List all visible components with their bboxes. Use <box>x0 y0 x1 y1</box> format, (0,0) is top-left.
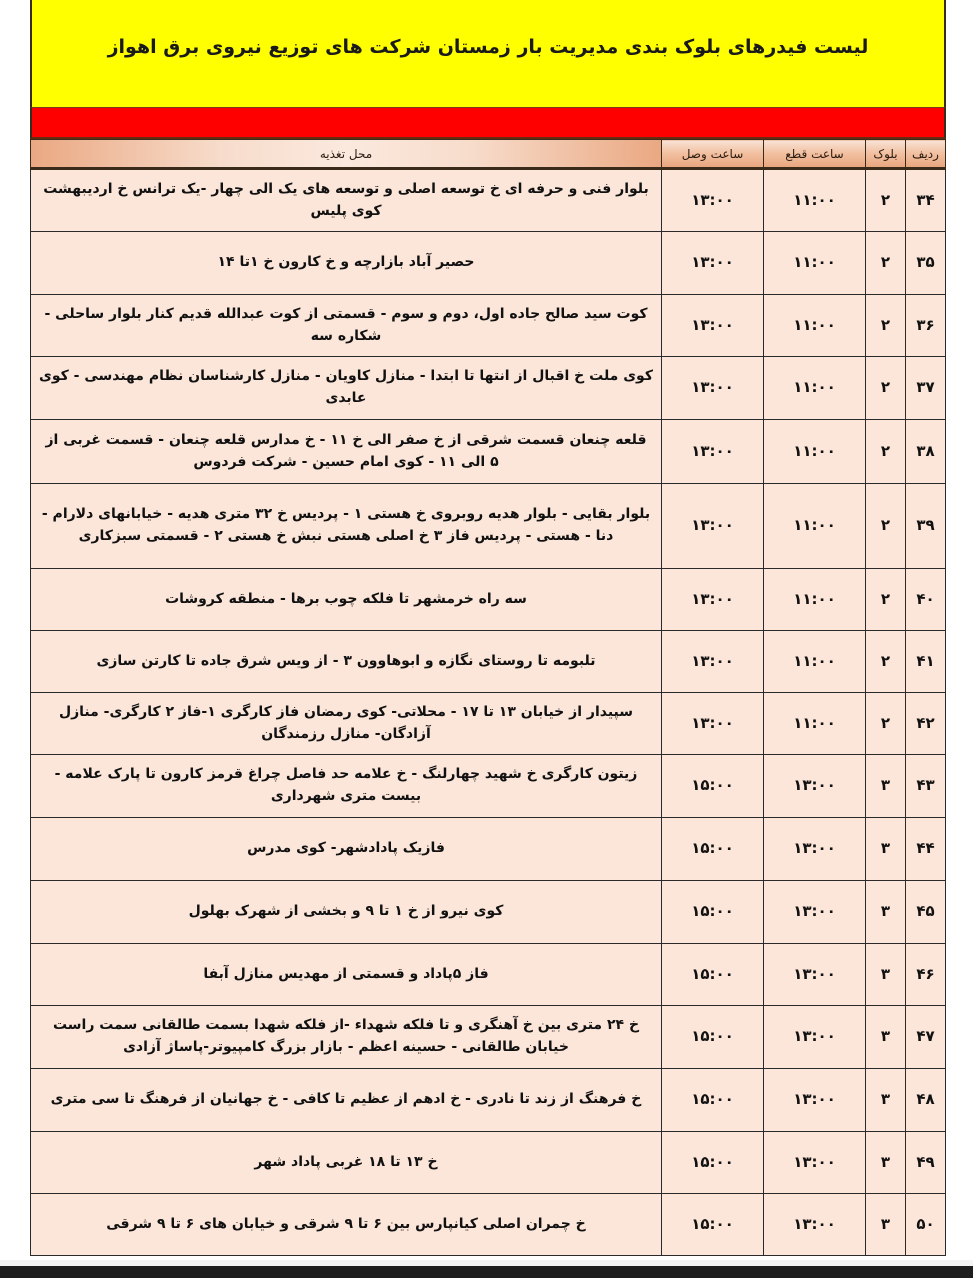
cell-block: ۲ <box>866 631 906 693</box>
title-banner <box>30 0 946 108</box>
cell-connect-time: ۱۳:۰۰ <box>662 357 764 420</box>
cell-cut-time: ۱۱:۰۰ <box>764 420 866 484</box>
cell-cut-time: ۱۳:۰۰ <box>764 818 866 881</box>
table-row <box>31 631 946 693</box>
cell-location: قلعه چنعان قسمت شرقی از خ صفر الی خ ۱۱ - خ مدارس قلعه چنعان - قسمت غربی از ۵ الی ۱۱ - کوی امام حسین - شرکت فردوس <box>31 420 662 484</box>
cell-block: ۳ <box>866 944 906 1006</box>
cell-cut-time: ۱۳:۰۰ <box>764 755 866 818</box>
cell-connect-time: ۱۵:۰۰ <box>662 944 764 1006</box>
table-row <box>31 1194 946 1256</box>
cell-location: بلوار فنی و حرفه ای خ توسعه اصلی و توسعه های یک الی چهار -یک ترانس خ اردیبهشت کوی پلیس <box>31 169 662 232</box>
cell-row-number: ۳۶ <box>906 295 946 357</box>
cell-cut-time: ۱۱:۰۰ <box>764 631 866 693</box>
bottom-dark-bar <box>0 1266 973 1278</box>
cell-connect-time: ۱۵:۰۰ <box>662 881 764 944</box>
cell-cut-time: ۱۳:۰۰ <box>764 1194 866 1256</box>
cell-row-number: ۴۴ <box>906 818 946 881</box>
cell-location: سه راه خرمشهر تا فلکه چوب برها - منطقه کروشات <box>31 569 662 631</box>
cell-row-number: ۴۳ <box>906 755 946 818</box>
header-location: محل تغذیه <box>31 140 662 169</box>
cell-location: بلوار بقایی - بلوار هدیه روبروی خ هستی ۱ - پردیس خ ۳۲ متری هدیه - خیابانهای دلارام - دنا - هستی - پردیس فاز ۳ خ اصلی هستی نبش خ هستی ۲ - قسمتی سبزکاری <box>31 484 662 569</box>
cell-connect-time: ۱۵:۰۰ <box>662 1069 764 1132</box>
cell-connect-time: ۱۳:۰۰ <box>662 693 764 755</box>
cell-row-number: ۴۶ <box>906 944 946 1006</box>
cell-block: ۳ <box>866 755 906 818</box>
table-row <box>31 755 946 818</box>
cell-connect-time: ۱۳:۰۰ <box>662 484 764 569</box>
cell-block: ۲ <box>866 693 906 755</box>
cell-cut-time: ۱۳:۰۰ <box>764 1006 866 1069</box>
cell-cut-time: ۱۱:۰۰ <box>764 693 866 755</box>
red-divider-bar <box>30 108 946 139</box>
cell-block: ۳ <box>866 1132 906 1194</box>
cell-row-number: ۴۸ <box>906 1069 946 1132</box>
table-row <box>31 169 946 232</box>
table-row <box>31 818 946 881</box>
cell-cut-time: ۱۳:۰۰ <box>764 1132 866 1194</box>
cell-location: زیتون کارگری خ شهید چهارلنگ - خ علامه حد فاصل چراغ قرمز کارون تا پارک علامه - بیست متری شهرداری <box>31 755 662 818</box>
cell-connect-time: ۱۳:۰۰ <box>662 420 764 484</box>
cell-row-number: ۴۲ <box>906 693 946 755</box>
document-title: لیست فیدرهای بلوک بندی مدیریت بار زمستان شرکت های توزیع نیروی برق اهواز <box>107 35 869 58</box>
cell-row-number: ۴۰ <box>906 569 946 631</box>
cell-block: ۲ <box>866 484 906 569</box>
cell-cut-time: ۱۳:۰۰ <box>764 944 866 1006</box>
table-row <box>31 1006 946 1069</box>
cell-row-number: ۳۹ <box>906 484 946 569</box>
header-block: بلوک <box>866 140 906 169</box>
cell-block: ۲ <box>866 169 906 232</box>
cell-row-number: ۵۰ <box>906 1194 946 1256</box>
cell-location: حصیر آباد بازارچه و خ کارون خ ۱تا ۱۴ <box>31 232 662 295</box>
cell-location: کوی نیرو از خ ۱ تا ۹ و بخشی از شهرک بهلول <box>31 881 662 944</box>
cell-row-number: ۴۹ <box>906 1132 946 1194</box>
cell-block: ۳ <box>866 1069 906 1132</box>
table-row <box>31 1132 946 1194</box>
cell-cut-time: ۱۱:۰۰ <box>764 484 866 569</box>
cell-location: سپیدار از خیابان ۱۳ تا ۱۷ - محلاتی- کوی رمضان فاز کارگری ۱-فاز ۲ کارگری- منازل آزادگان- منازل رزمندگان <box>31 693 662 755</box>
cell-connect-time: ۱۳:۰۰ <box>662 631 764 693</box>
cell-cut-time: ۱۱:۰۰ <box>764 569 866 631</box>
cell-location: فاز ۵پاداد و قسمتی از مهدیس منازل آبفا <box>31 944 662 1006</box>
table-row <box>31 881 946 944</box>
cell-connect-time: ۱۳:۰۰ <box>662 232 764 295</box>
table-row <box>31 295 946 357</box>
cell-cut-time: ۱۱:۰۰ <box>764 357 866 420</box>
cell-location: خ فرهنگ از زند تا نادری - خ ادهم از عظیم تا کافی - خ جهانیان از فرهنگ تا سی متری <box>31 1069 662 1132</box>
cell-block: ۲ <box>866 420 906 484</box>
cell-block: ۳ <box>866 881 906 944</box>
feeder-table <box>30 139 946 1256</box>
cell-row-number: ۴۵ <box>906 881 946 944</box>
cell-connect-time: ۱۵:۰۰ <box>662 1194 764 1256</box>
cell-block: ۲ <box>866 569 906 631</box>
cell-block: ۲ <box>866 295 906 357</box>
table-row <box>31 944 946 1006</box>
cell-connect-time: ۱۵:۰۰ <box>662 755 764 818</box>
header-row-number: ردیف <box>906 140 946 169</box>
cell-cut-time: ۱۱:۰۰ <box>764 169 866 232</box>
cell-cut-time: ۱۳:۰۰ <box>764 881 866 944</box>
cell-block: ۳ <box>866 1194 906 1256</box>
cell-cut-time: ۱۱:۰۰ <box>764 232 866 295</box>
cell-connect-time: ۱۵:۰۰ <box>662 818 764 881</box>
cell-location: خ ۱۳ تا ۱۸ غربی پاداد شهر <box>31 1132 662 1194</box>
cell-connect-time: ۱۳:۰۰ <box>662 569 764 631</box>
cell-row-number: ۳۷ <box>906 357 946 420</box>
table-row <box>31 420 946 484</box>
cell-cut-time: ۱۱:۰۰ <box>764 295 866 357</box>
cell-row-number: ۴۱ <box>906 631 946 693</box>
table-row <box>31 693 946 755</box>
cell-location: کوت سید صالح جاده اول، دوم و سوم - قسمتی از کوت عبدالله قدیم کنار بلوار ساحلی - شکاره سه <box>31 295 662 357</box>
table-body <box>31 169 946 1256</box>
cell-connect-time: ۱۳:۰۰ <box>662 295 764 357</box>
table-row <box>31 484 946 569</box>
cell-row-number: ۳۸ <box>906 420 946 484</box>
table-header-row <box>31 140 946 169</box>
header-cut-time: ساعت قطع <box>764 140 866 169</box>
cell-location: کوی ملت خ اقبال از انتها تا ابتدا - منازل کاویان - منازل کارشناسان نظام مهندسی - کوی عابدی <box>31 357 662 420</box>
cell-block: ۳ <box>866 818 906 881</box>
cell-row-number: ۳۴ <box>906 169 946 232</box>
cell-connect-time: ۱۵:۰۰ <box>662 1132 764 1194</box>
cell-row-number: ۴۷ <box>906 1006 946 1069</box>
cell-location: تلبومه تا روستای نگازه و ابوهاوون ۳ - از ویس شرق جاده تا کارتن سازی <box>31 631 662 693</box>
header-connect-time: ساعت وصل <box>662 140 764 169</box>
table-row <box>31 357 946 420</box>
cell-location: خ ۲۴ متری بین خ آهنگری و تا فلکه شهداء -از فلکه شهدا بسمت طالقانی سمت راست خیابان طالقانی - حسینه اعظم - بازار بزرگ کامپیوتر-پاساژ آزادی <box>31 1006 662 1069</box>
cell-location: خ چمران اصلی کیانپارس بین ۶ تا ۹ شرقی و خیابان های ۶ تا ۹ شرقی <box>31 1194 662 1256</box>
cell-cut-time: ۱۳:۰۰ <box>764 1069 866 1132</box>
table-row <box>31 569 946 631</box>
cell-row-number: ۳۵ <box>906 232 946 295</box>
cell-connect-time: ۱۵:۰۰ <box>662 1006 764 1069</box>
document-sheet <box>30 0 946 1256</box>
cell-block: ۲ <box>866 232 906 295</box>
table-row <box>31 232 946 295</box>
cell-block: ۳ <box>866 1006 906 1069</box>
cell-location: فازیک پادادشهر- کوی مدرس <box>31 818 662 881</box>
cell-connect-time: ۱۳:۰۰ <box>662 169 764 232</box>
table-row <box>31 1069 946 1132</box>
cell-block: ۲ <box>866 357 906 420</box>
